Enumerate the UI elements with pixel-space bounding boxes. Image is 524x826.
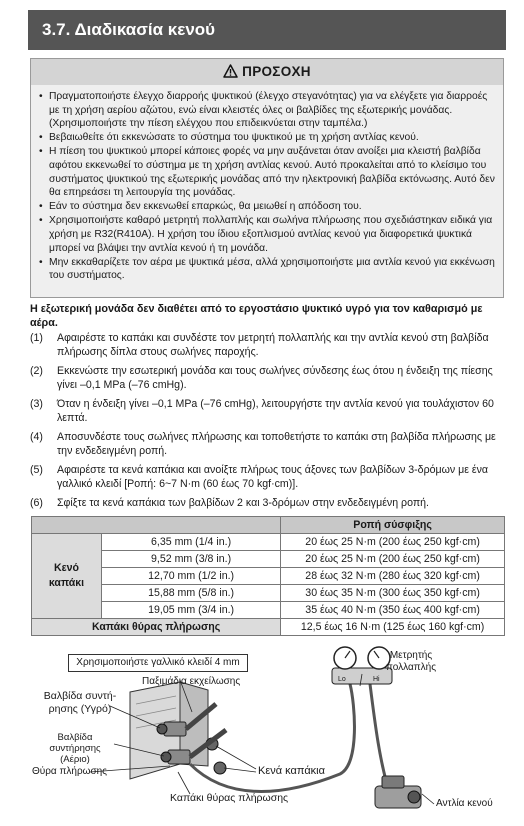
caution-list (31, 85, 503, 283)
caution-item: • Πραγματοποιήστε έλεγχο διαρροής ψυκτικού (έλεγχο στεγανότητας) για να ελέγξετε για διαρροές με τη χρήση αερίου αζώτου, ενώ είναι κλειστές όλες οι βαλβίδες της εξωτερικής μονάδας. (Χρησιμοποιήστε την πίεση ελέγχου που επιδεικνύεται στην ταμπέλα.) (39, 90, 495, 131)
vacuum-setup-diagram (30, 644, 506, 816)
step-number: (1) (30, 332, 43, 344)
step-item (30, 496, 506, 510)
step-number: (4) (30, 431, 43, 443)
table-cell-torque: 20 έως 25 N·m (200 έως 250 kgf·cm) (281, 534, 505, 551)
procedure-steps (30, 331, 506, 515)
step-item (30, 364, 506, 392)
table-cell-size: 6,35 mm (1/4 in.) (102, 534, 281, 551)
caution-box (30, 58, 504, 298)
table-header-torque: Ροπή σύσφιξης (281, 517, 505, 534)
charge-port-label: Θύρα πλήρωσης (32, 766, 108, 777)
table-header-blank (32, 517, 281, 534)
step-text: Αφαιρέστε τα κενά καπάκια και ανοίξτε πλήρως τους άξονες των βαλβίδων 3-δρόμων με ένα γαλλικό κλειδί [Ροπή: 6~7 N·m (60 έως 70 kgf·cm)]. (57, 464, 489, 490)
table-cell-torque: 30 έως 35 N·m (300 έως 350 kgf·cm) (281, 585, 505, 602)
table-cell-size: 15,88 mm (5/8 in.) (102, 585, 281, 602)
table-cell-torque: 35 έως 40 N·m (350 έως 400 kgf·cm) (281, 602, 505, 619)
table-row (32, 602, 505, 619)
charge-port-cap-torque: 12,5 έως 16 N·m (125 έως 160 kgf·cm) (281, 619, 505, 636)
table-cell-torque: 20 έως 25 N·m (200 έως 250 kgf·cm) (281, 551, 505, 568)
caution-item: • Εάν το σύστημα δεν εκκενωθεί επαρκώς, θα μειωθεί η απόδοση του. (39, 200, 495, 214)
warning-triangle-icon (223, 61, 238, 87)
step-text: Εκκενώστε την εσωτερική μονάδα και τους σωλήνες σύνδεσης έως ότου η ένδειξη της πίεσης γίνει –0,1 MPa (–76 cmHg). (57, 365, 493, 391)
table-row (32, 585, 505, 602)
step-text: Αφαιρέστε το καπάκι και συνδέστε τον μετρητή πολλαπλής και την αντλία κενού στη βαλβίδα πλήρωσης δίπλα στους σωλήνες παροχής. (57, 332, 489, 358)
flare-nut-label: Παξιμάδια εκχείλωσης (142, 676, 241, 687)
step-number: (3) (30, 398, 43, 410)
caution-title: ΠΡΟΣΟΧΗ (242, 64, 311, 79)
charge-port-cap-label: Καπάκι θύρας πλήρωσης (170, 792, 289, 804)
table-cell-torque: 28 έως 32 N·m (280 έως 320 kgf·cm) (281, 568, 505, 585)
step-item (30, 430, 506, 458)
table-cell-size: 12,70 mm (1/2 in.) (102, 568, 281, 585)
vacuum-pump-label: Αντλία κενού (436, 798, 493, 809)
vacuum-pump-illustration (375, 776, 421, 808)
step-number: (6) (30, 497, 43, 509)
table-header-row (32, 517, 505, 534)
step-number: (5) (30, 464, 43, 476)
caution-item: • Βεβαιωθείτε ότι εκκενώσατε το σύστημα του ψυκτικού με τη χρήση αντλίας κενού. (39, 131, 495, 145)
table-cell-size: 19,05 mm (3/4 in.) (102, 602, 281, 619)
table-row (32, 534, 505, 551)
step-text: Σφίξτε τα κενά καπάκια των βαλβίδων 2 και 3-δρόμων στην ενδεδειγμένη ροπή. (57, 497, 429, 509)
intro-text: Η εξωτερική μονάδα δεν διαθέτει από το εργοστάσιο ψυκτικό υγρό για τον καθαρισμό με αέρα. (30, 303, 483, 329)
section-title: 3.7. Διαδικασία κενού (28, 10, 506, 50)
caution-item: • Χρησιμοποιήστε καθαρό μετρητή πολλαπλής και σωλήνα πλήρωσης που σχεδιάστηκαν ειδικά για χρήση με R32(R410A). Η χρήση του ίδιου εξοπλισμού αντλίας κενού για διαφορετικά ψυκτικά μπορεί να βλάψει την αντλία κενού ή τη μονάδα. (39, 214, 495, 255)
table-row (32, 551, 505, 568)
manifold-gauge-label: Μετρητής πολλαπλής (385, 650, 437, 673)
gauge-lo-label: Lo (338, 676, 346, 683)
gas-valve-label: Βαλβίδα συντήρησης (Αέριο) (49, 732, 101, 765)
caution-item: • Μην εκκαθαρίζετε τον αέρα με ψυκτικά μέσα, αλλά χρησιμοποιήστε μια αντλία κενού για εκκένωση του συστήματος. (39, 256, 495, 283)
blank-caps-label: Κενά καπάκια (258, 765, 325, 777)
step-text: Όταν η ένδειξη γίνει –0,1 MPa (–76 cmHg), λειτουργήστε την αντλία κενού για τουλάχιστον 60 λεπτά. (57, 398, 494, 424)
step-item (30, 463, 506, 491)
step-number: (2) (30, 365, 43, 377)
table-row (32, 568, 505, 585)
table-cell-size: 9,52 mm (3/8 in.) (102, 551, 281, 568)
wrench-note: Χρησιμοποιήστε γαλλικό κλειδί 4 mm (68, 654, 248, 672)
gauge-hi-label: Hi (373, 676, 380, 683)
step-text: Αποσυνδέστε τους σωλήνες πλήρωσης και τοποθετήστε το καπάκι στη βαλβίδα πλήρωσης με την ενδεδειγμένη ροπή. (57, 431, 496, 457)
table-footer-row (32, 619, 505, 636)
liquid-valve-label: Βαλβίδα συντή- ρησης (Υγρό) (43, 690, 117, 715)
caution-item: • Η πίεση του ψυκτικού μπορεί κάποιες φορές να μην αυξάνεται όταν ανοίξει μια κλειστή βαλβίδα αφότου εκκενωθεί το σύστημα με τη χρήση αντλίας κενού. Αυτό προκαλείται από το κλείσιμο του συστήματος ψυκτικού της εξωτερικής μονάδας από την ηλεκτρονική βαλβίδα εκτόνωσης. Αυτό δεν θα επηρεάσει τη λειτουργία της μονάδας. (39, 145, 495, 199)
step-item (30, 397, 506, 425)
charge-port-cap-label: Καπάκι θύρας πλήρωσης (32, 619, 281, 636)
blank-cap-group-label: Κενό καπάκι (32, 534, 102, 619)
torque-table (31, 516, 505, 636)
caution-header (31, 59, 503, 85)
step-item (30, 331, 506, 359)
